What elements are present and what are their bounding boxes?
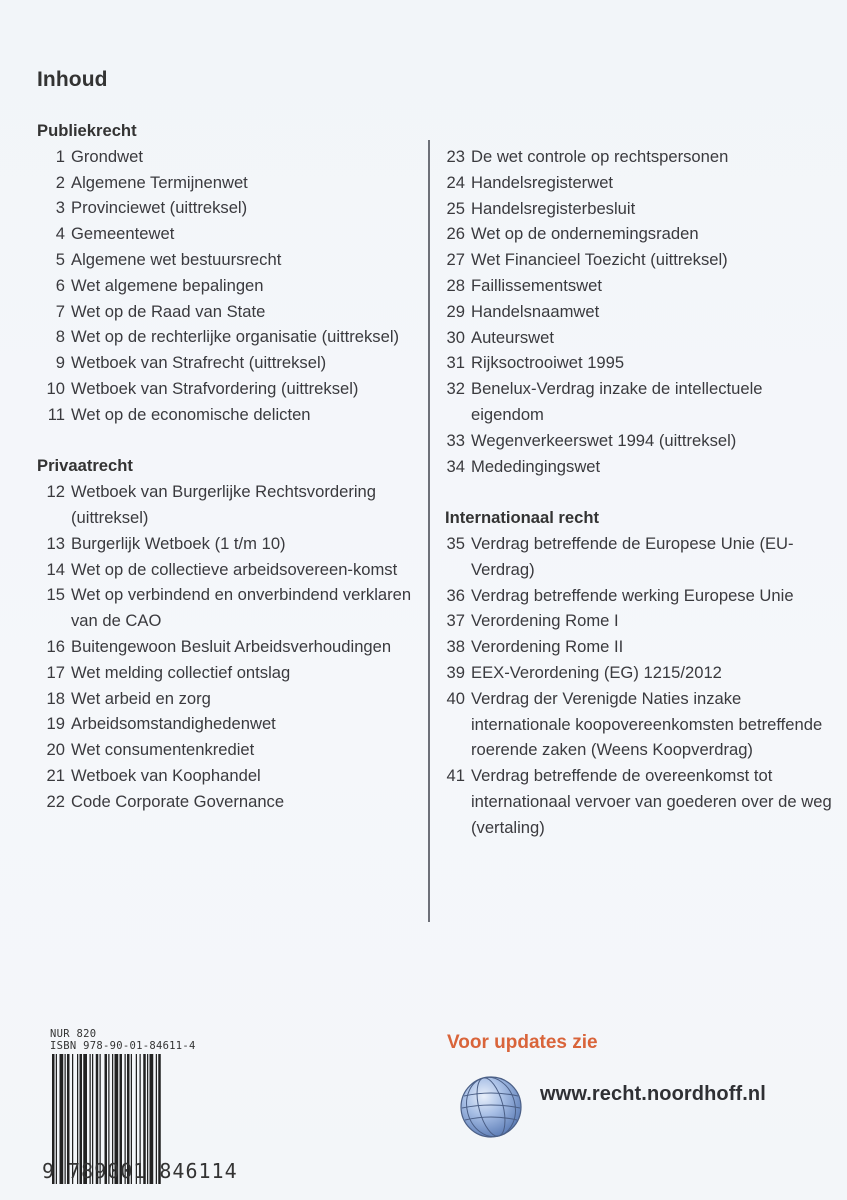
toc-item-title: Handelsregisterwet bbox=[471, 172, 614, 192]
toc-item bbox=[37, 582, 422, 634]
toc-item-title: Verdrag betreffende werking Europese Unie bbox=[471, 585, 794, 605]
toc-item bbox=[427, 196, 837, 222]
toc-item-title: Wetboek van Strafrecht (uittreksel) bbox=[71, 353, 327, 373]
section-heading-privaatrecht: Privaatrecht bbox=[37, 456, 133, 476]
toc-item-number: 29 bbox=[446, 301, 465, 321]
toc-item bbox=[37, 402, 422, 428]
toc-item-title: Algemene wet bestuursrecht bbox=[71, 249, 282, 269]
toc-item-title: Wet Financieel Toezicht (uittreksel) bbox=[471, 250, 728, 270]
toc-list-publiekrecht bbox=[37, 144, 422, 428]
toc-item-title: Wetboek van Strafvordering (uittreksel) bbox=[71, 378, 359, 398]
toc-item-title: Verdrag betreffende de Europese Unie (EU-Verdrag) bbox=[471, 533, 794, 579]
toc-item bbox=[37, 479, 422, 531]
updates-label: Voor updates zie bbox=[447, 1032, 598, 1053]
toc-item-title: Wet op de economische delicten bbox=[71, 404, 311, 424]
toc-item-number: 40 bbox=[446, 688, 465, 708]
toc-item bbox=[37, 195, 422, 221]
toc-item-title: Wet consumentenkrediet bbox=[71, 740, 255, 760]
toc-item bbox=[37, 170, 422, 196]
toc-item bbox=[37, 273, 422, 299]
nur-code: NUR 820 bbox=[50, 1028, 97, 1040]
toc-item-number: 3 bbox=[55, 198, 65, 218]
toc-item bbox=[427, 583, 837, 609]
section-heading-internationaal: Internationaal recht bbox=[445, 508, 599, 528]
toc-item bbox=[37, 324, 422, 350]
toc-item-title: Wegenverkeerswet 1994 (uittreksel) bbox=[471, 430, 737, 450]
toc-item-number: 32 bbox=[446, 379, 465, 399]
toc-item-number: 26 bbox=[446, 224, 465, 244]
toc-list-privaatrecht bbox=[37, 479, 422, 814]
toc-item-title: Wet algemene bepalingen bbox=[71, 275, 264, 295]
toc-item bbox=[427, 608, 837, 634]
section-heading-publiekrecht: Publiekrecht bbox=[37, 121, 137, 140]
toc-item-number: 12 bbox=[46, 482, 65, 502]
toc-item bbox=[37, 686, 422, 712]
toc-item bbox=[37, 221, 422, 247]
toc-item bbox=[37, 763, 422, 789]
toc-item bbox=[37, 711, 422, 737]
toc-item-number: 17 bbox=[46, 662, 65, 682]
toc-item bbox=[37, 737, 422, 763]
toc-item-title: Wetboek van Koophandel bbox=[71, 765, 261, 785]
toc-item-title: Wet arbeid en zorg bbox=[71, 688, 211, 708]
toc-item bbox=[427, 454, 837, 480]
toc-item-title: EEX-Verordening (EG) 1215/2012 bbox=[471, 662, 722, 682]
toc-item-number: 1 bbox=[55, 146, 65, 166]
toc-item bbox=[427, 221, 837, 247]
toc-item-number: 2 bbox=[55, 172, 65, 192]
website-url[interactable]: www.recht.noordhoff.nl bbox=[540, 1083, 766, 1105]
toc-item bbox=[37, 531, 422, 557]
toc-item-title: Gemeentewet bbox=[71, 224, 175, 244]
toc-item-title: Mededingingswet bbox=[471, 456, 601, 476]
toc-item-number: 11 bbox=[47, 404, 65, 424]
toc-item-number: 31 bbox=[446, 353, 465, 373]
toc-item bbox=[37, 350, 422, 376]
toc-item-title: Handelsnaamwet bbox=[471, 301, 600, 321]
toc-item-title: Verordening Rome II bbox=[471, 637, 624, 657]
isbn-code: ISBN 978-90-01-84611-4 bbox=[50, 1040, 196, 1052]
toc-item-title: Buitengewoon Besluit Arbeidsverhoudingen bbox=[71, 636, 392, 656]
toc-item bbox=[427, 325, 837, 351]
barcode-digits: 9 789001 846114 bbox=[42, 1159, 238, 1183]
toc-item-number: 35 bbox=[446, 533, 465, 553]
toc-item-title: Benelux-Verdrag inzake de intellectuele eigendom bbox=[471, 379, 763, 424]
toc-right-column bbox=[427, 144, 837, 841]
toc-item-number: 30 bbox=[446, 327, 465, 347]
toc-item-number: 36 bbox=[446, 585, 465, 605]
page-title: Inhoud bbox=[37, 68, 108, 91]
toc-item-number: 4 bbox=[55, 224, 65, 244]
toc-item-number: 33 bbox=[446, 430, 465, 450]
toc-item-number: 6 bbox=[55, 275, 65, 295]
toc-item-number: 24 bbox=[446, 172, 465, 192]
globe-icon bbox=[458, 1074, 524, 1140]
toc-item-title: De wet controle op rechtspersonen bbox=[471, 147, 729, 166]
toc-item-number: 39 bbox=[446, 662, 465, 682]
toc-item-number: 34 bbox=[446, 456, 465, 476]
toc-item-title: Rijksoctrooiwet 1995 bbox=[471, 353, 625, 373]
toc-item-number: 23 bbox=[446, 147, 465, 166]
toc-item-number: 20 bbox=[46, 740, 65, 760]
toc-item-title: Faillissementswet bbox=[471, 275, 602, 295]
toc-item-title: Handelsregisterbesluit bbox=[471, 198, 636, 218]
toc-item-number: 38 bbox=[446, 637, 465, 657]
toc-item-title: Wet op de Raad van State bbox=[71, 301, 266, 321]
toc-left-column bbox=[37, 118, 422, 815]
toc-item-number: 8 bbox=[55, 327, 65, 347]
toc-item-title: Wet op verbindend en onverbindend verklaren van de CAO bbox=[71, 585, 412, 631]
toc-item-title: Verordening Rome I bbox=[471, 611, 619, 631]
toc-item bbox=[427, 247, 837, 273]
toc-item bbox=[427, 299, 837, 325]
toc-list-internationaal bbox=[427, 531, 837, 841]
toc-item bbox=[427, 144, 837, 170]
toc-item-number: 10 bbox=[46, 378, 65, 398]
toc-item bbox=[427, 763, 837, 840]
toc-item-number: 25 bbox=[446, 198, 465, 218]
toc-item-title: Code Corporate Governance bbox=[71, 791, 285, 811]
toc-item bbox=[427, 376, 837, 428]
toc-item-number: 27 bbox=[446, 250, 465, 270]
toc-item bbox=[427, 350, 837, 376]
toc-item-number: 37 bbox=[446, 611, 465, 631]
toc-item-title: Algemene Termijnenwet bbox=[71, 172, 248, 192]
toc-item bbox=[37, 144, 422, 170]
toc-item-title: Verdrag der Verenigde Naties inzake internationale koopovereenkomsten betreffende roerende zaken (Weens Koopverdrag) bbox=[471, 688, 823, 760]
toc-list-privaatrecht-continued bbox=[427, 144, 837, 479]
toc-item-number: 15 bbox=[46, 585, 65, 605]
toc-item-number: 7 bbox=[55, 301, 65, 321]
toc-item-title: Provinciewet (uittreksel) bbox=[71, 198, 248, 218]
toc-item bbox=[427, 634, 837, 660]
toc-item-number: 13 bbox=[46, 533, 65, 553]
toc-item bbox=[37, 789, 422, 815]
toc-item bbox=[37, 634, 422, 660]
toc-item bbox=[427, 531, 837, 583]
toc-item-number: 41 bbox=[446, 766, 465, 786]
toc-item bbox=[427, 686, 837, 763]
toc-item-title: Grondwet bbox=[71, 146, 143, 166]
toc-item bbox=[37, 376, 422, 402]
toc-item bbox=[37, 660, 422, 686]
toc-item bbox=[427, 428, 837, 454]
toc-item-number: 9 bbox=[55, 353, 65, 373]
toc-item-number: 14 bbox=[46, 559, 65, 579]
toc-item-title: Wet op de collectieve arbeidsovereen-komst bbox=[71, 559, 398, 579]
toc-item-title: Wet op de ondernemingsraden bbox=[471, 224, 699, 244]
toc-item-number: 18 bbox=[46, 688, 65, 708]
toc-item-title: Burgerlijk Wetboek (1 t/m 10) bbox=[71, 533, 286, 553]
toc-item-number: 19 bbox=[46, 714, 65, 734]
toc-item-number: 5 bbox=[55, 249, 65, 269]
toc-item-number: 21 bbox=[46, 765, 65, 785]
toc-item-title: Wet melding collectief ontslag bbox=[71, 662, 291, 682]
toc-item-number: 22 bbox=[46, 791, 65, 811]
toc-item bbox=[427, 660, 837, 686]
toc-item bbox=[427, 170, 837, 196]
toc-item-title: Wetboek van Burgerlijke Rechtsvordering (uittreksel) bbox=[71, 482, 376, 527]
toc-item bbox=[427, 273, 837, 299]
toc-item-title: Auteurswet bbox=[471, 327, 555, 347]
toc-item-number: 28 bbox=[446, 275, 465, 295]
toc-item bbox=[37, 557, 422, 583]
toc-item-number: 16 bbox=[46, 636, 65, 656]
toc-item bbox=[37, 299, 422, 325]
toc-item-title: Verdrag betreffende de overeenkomst tot internationaal vervoer van goederen over de weg (vertaling) bbox=[471, 766, 832, 837]
toc-item bbox=[37, 247, 422, 273]
toc-item-title: Arbeidsomstandighedenwet bbox=[71, 714, 276, 734]
toc-item-title: Wet op de rechterlijke organisatie (uittreksel) bbox=[71, 327, 400, 347]
